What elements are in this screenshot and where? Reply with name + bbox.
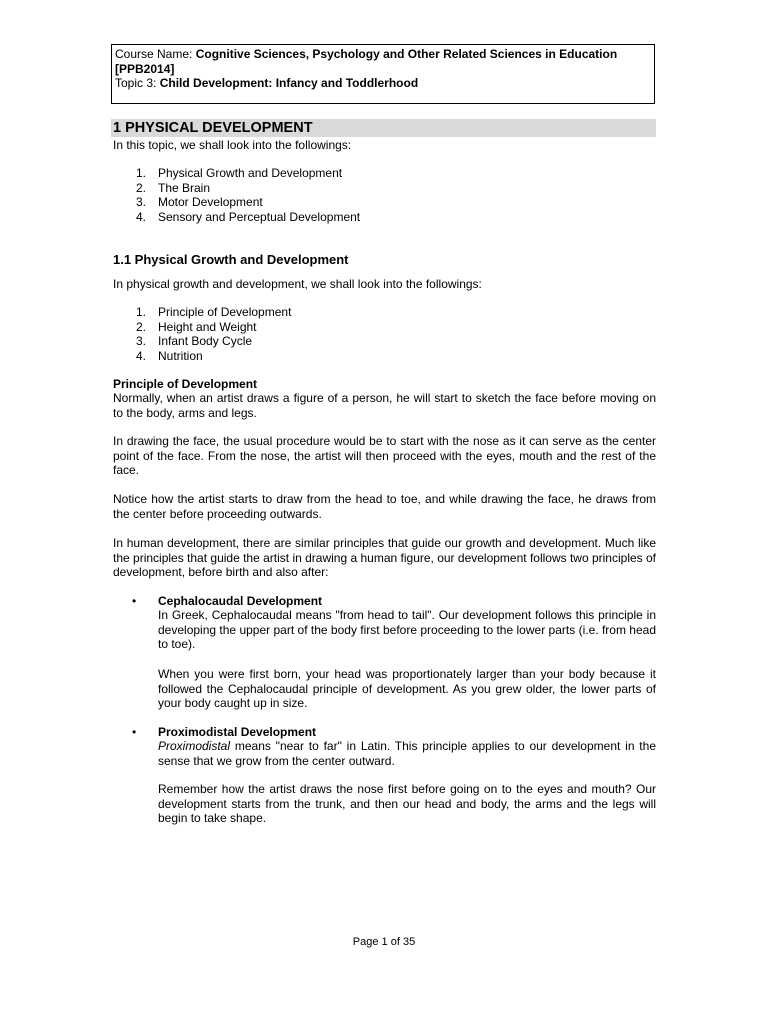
cephalocaudal-heading: Cephalocaudal Development (158, 594, 323, 608)
list-item: 3. Infant Body Cycle (136, 334, 253, 348)
proximodistal-heading: Proximodistal Development (158, 725, 317, 739)
course-line (115, 47, 651, 62)
topic-list (136, 166, 360, 224)
list-item: 3. Motor Development (136, 195, 263, 209)
bullet-marker: • (132, 725, 137, 739)
principle-paragraph-2: In drawing the face, the usual procedure would be to start with the nose as it can serve as the center point of the face. From the nose, the artist will then proceed with the eyes, mouth and the rest of the face. (113, 434, 656, 477)
principle-paragraph-4: In human development, there are similar principles that guide our growth and development. Much like the principles that guide the artist in drawing a human figure, our development follows two principles of development, before birth and also after: (113, 536, 656, 579)
cephalocaudal-paragraph-1: In Greek, Cephalocaudal means "from head to tail". Our development follows this principle in developing the upper part of the body first before proceeding to the lower parts (i.e. from head to toe). (158, 608, 656, 651)
list-item: 2. Height and Weight (136, 319, 257, 334)
course-code: [PPB2014] (115, 61, 175, 76)
course-label: Course Name: (115, 47, 196, 61)
proximodistal-paragraph-1: Proximodistal means "near to far" in Latin. This principle applies to our development in the sense that we grow from the center outward. (158, 739, 656, 768)
course-name: Cognitive Sciences, Psychology and Other Related Sciences in Education (195, 47, 618, 61)
bullet-marker: • (132, 594, 137, 608)
list-item: 4. Nutrition (136, 348, 203, 363)
subsection-intro: In physical growth and development, we shall look into the followings: (113, 277, 482, 291)
page-number: Page 1 of 35 (352, 936, 416, 948)
proximodistal-paragraph-2: Remember how the artist draws the nose first before going on to the eyes and mouth? Our development starts from the trunk, and then our head and body, the arms and the legs will begin to take shape. (158, 782, 656, 825)
section-title: 1 PHYSICAL DEVELOPMENT (113, 120, 313, 136)
cephalocaudal-paragraph-2: When you were first born, your head was proportionately larger than your body because it followed the Cephalocaudal principle of development. As you grew older, the lower parts of your body caught up in size. (158, 667, 656, 710)
list-item: 4. Sensory and Perceptual Development (136, 209, 361, 224)
subsection-title: 1.1 Physical Growth and Development (113, 252, 349, 267)
topic-line (115, 76, 651, 91)
topic-label: Topic 3: (115, 76, 160, 90)
principle-heading: Principle of Development (113, 377, 258, 391)
list-item: 1. Physical Growth and Development (136, 166, 343, 180)
list-item: 2. The Brain (136, 180, 211, 195)
list-item: 1. Principle of Development (136, 305, 292, 319)
section-intro: In this topic, we shall look into the followings: (113, 138, 352, 152)
course-header-box (111, 44, 655, 104)
principle-paragraph-1: Normally, when an artist draws a figure of a person, he will start to sketch the face before moving on to the body, arms and legs. (113, 391, 656, 420)
proximodistal-term: Proximodistal (158, 739, 231, 753)
topic-name: Child Development: Infancy and Toddlerhood (159, 76, 419, 90)
principle-paragraph-3: Notice how the artist starts to draw from the head to toe, and while drawing the face, he draws from the center before proceeding outwards. (113, 492, 656, 521)
subtopic-list (136, 305, 291, 363)
